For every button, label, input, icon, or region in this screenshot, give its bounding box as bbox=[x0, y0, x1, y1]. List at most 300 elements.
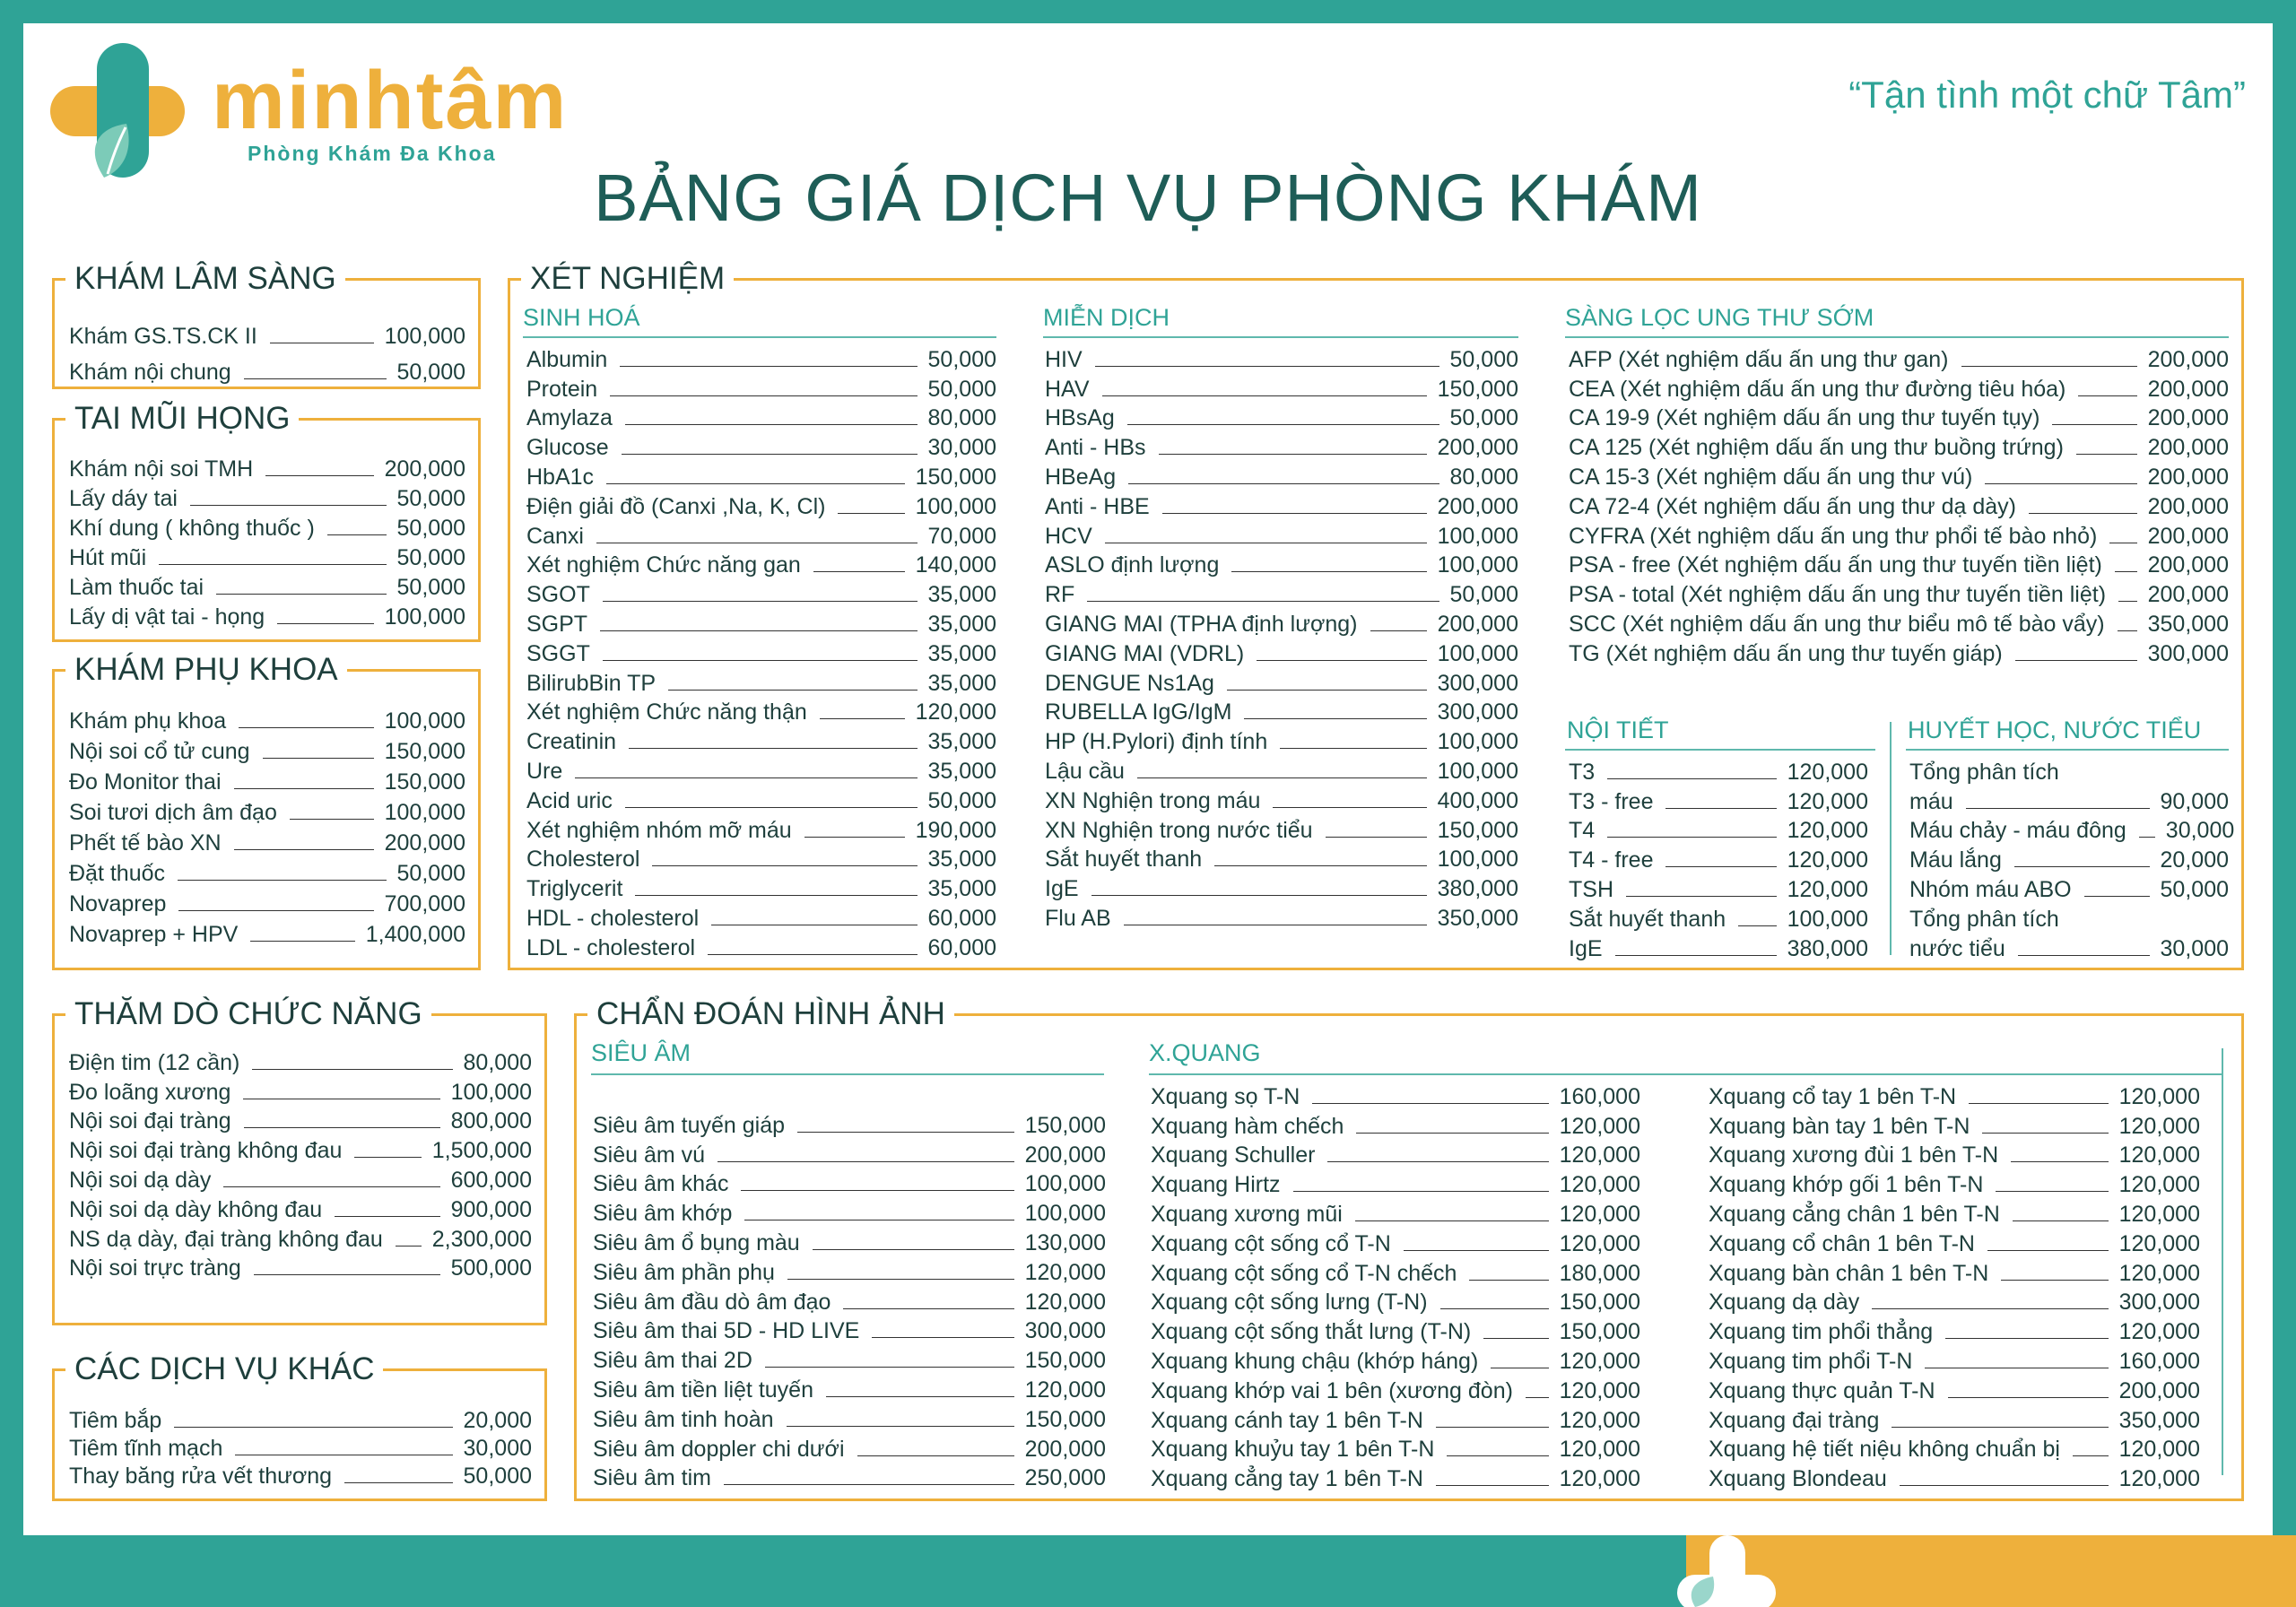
service-price: 120,000 bbox=[2118, 1437, 2200, 1463]
price-row bbox=[1045, 580, 1518, 610]
leader-line bbox=[1326, 837, 1427, 838]
service-name: SGPT bbox=[526, 612, 588, 638]
service-price: 200,000 bbox=[2147, 552, 2229, 578]
leader-line bbox=[668, 690, 917, 691]
leader-line bbox=[1945, 1338, 2108, 1339]
section-title: THĂM DÒ CHỨC NĂNG bbox=[65, 993, 431, 1036]
service-price: 140,000 bbox=[915, 552, 996, 578]
leader-line bbox=[1312, 1103, 1548, 1104]
service-price: 600,000 bbox=[450, 1168, 532, 1194]
leader-line bbox=[1469, 1280, 1548, 1281]
service-price: 1,400,000 bbox=[365, 921, 465, 947]
leader-line bbox=[2084, 896, 2150, 897]
service-price: 35,000 bbox=[927, 670, 996, 696]
price-row bbox=[526, 552, 996, 581]
subsection-title: MIỄN DỊCH bbox=[1043, 304, 1170, 331]
price-row bbox=[526, 492, 996, 522]
service-name: HbA1c bbox=[526, 465, 595, 491]
leader-line bbox=[2115, 571, 2137, 572]
service-name: CA 72-4 (Xét nghiệm dấu ấn ung thư dạ dày) bbox=[1569, 493, 2016, 519]
leader-line bbox=[2078, 395, 2136, 396]
service-price: 35,000 bbox=[927, 729, 996, 755]
price-row bbox=[526, 345, 996, 375]
service-name: Phết tế bào XN bbox=[69, 830, 222, 856]
leader-line bbox=[1447, 1455, 1548, 1456]
service-name: Tiêm tĩnh mạch bbox=[69, 1436, 223, 1461]
service-name: Xquang tim phổi thẳng bbox=[1709, 1319, 1934, 1345]
service-name: Điện tim (12 cần) bbox=[69, 1049, 240, 1075]
service-price: 120,000 bbox=[1559, 1172, 1640, 1198]
price-row bbox=[1045, 492, 1518, 522]
service-name: BilirubBin TP bbox=[526, 670, 657, 696]
leader-line bbox=[765, 1367, 1014, 1368]
price-row bbox=[1569, 375, 2229, 404]
leader-line bbox=[1273, 807, 1426, 808]
price-row bbox=[1569, 580, 2229, 610]
leader-line bbox=[1091, 895, 1427, 896]
service-price: 2,300,000 bbox=[431, 1226, 532, 1252]
leader-line bbox=[1969, 1103, 2109, 1104]
brand-subtitle: Phòng Khám Đa Khoa bbox=[248, 142, 497, 165]
price-row bbox=[69, 543, 465, 573]
price-row bbox=[593, 1258, 1106, 1288]
price-row bbox=[593, 1376, 1106, 1405]
price-row bbox=[69, 1225, 532, 1255]
price-row bbox=[526, 610, 996, 639]
leader-line bbox=[813, 571, 905, 572]
service-name: Nội soi dạ dày không đau bbox=[69, 1196, 323, 1222]
service-price: 30,000 bbox=[2160, 935, 2229, 961]
price-row bbox=[69, 1195, 532, 1225]
leader-line bbox=[223, 1186, 439, 1187]
leader-line bbox=[2118, 630, 2137, 631]
price-row bbox=[1151, 1200, 1640, 1229]
leader-line bbox=[1892, 1427, 2108, 1428]
leader-line bbox=[708, 954, 917, 955]
service-price: 120,000 bbox=[1559, 1142, 1640, 1168]
price-list bbox=[593, 1111, 1106, 1493]
leader-line bbox=[1987, 1250, 2109, 1251]
price-row bbox=[69, 1078, 532, 1108]
service-price: 50,000 bbox=[463, 1464, 532, 1489]
service-price: 160,000 bbox=[2118, 1349, 2200, 1375]
service-price: 70,000 bbox=[927, 523, 996, 549]
leader-line bbox=[2014, 866, 2150, 867]
service-name: Xquang khớp vai 1 bên (xương đòn) bbox=[1151, 1377, 1513, 1403]
price-row bbox=[1909, 846, 2229, 875]
service-price: 500,000 bbox=[450, 1255, 532, 1281]
price-row bbox=[69, 1166, 532, 1195]
leader-line bbox=[787, 1426, 1014, 1427]
price-row bbox=[69, 1108, 532, 1137]
section-xet-nghiem bbox=[508, 261, 2244, 970]
service-name: Nội soi đại tràng không đau bbox=[69, 1138, 343, 1164]
service-price: 190,000 bbox=[915, 817, 996, 843]
service-name: Xét nghiệm Chức năng thận bbox=[526, 699, 807, 725]
service-name: HDL - cholesterol bbox=[526, 906, 700, 932]
price-row bbox=[1151, 1317, 1640, 1347]
price-row bbox=[1045, 757, 1518, 786]
footer-teal-band bbox=[0, 1535, 1686, 1607]
service-name: Khí dung ( không thuốc ) bbox=[69, 516, 315, 541]
service-name: Xquang Hirtz bbox=[1151, 1172, 1281, 1198]
price-row bbox=[593, 1405, 1106, 1435]
service-price: 120,000 bbox=[1024, 1289, 1106, 1315]
service-name: IgE bbox=[1045, 876, 1079, 902]
service-name: Xquang cột sống cổ T-N chếch bbox=[1151, 1260, 1457, 1286]
service-price: 120,000 bbox=[1787, 847, 1868, 873]
service-price: 380,000 bbox=[1787, 935, 1868, 961]
leader-line bbox=[1102, 395, 1427, 396]
service-name: Đo Monitor thai bbox=[69, 769, 222, 795]
service-price: 120,000 bbox=[2118, 1466, 2200, 1492]
service-price: 350,000 bbox=[2118, 1407, 2200, 1433]
service-price: 130,000 bbox=[1024, 1230, 1106, 1256]
service-name: HP (H.Pylori) định tính bbox=[1045, 729, 1268, 755]
divider bbox=[1906, 749, 2229, 751]
service-name: XN Nghiện trong máu bbox=[1045, 787, 1261, 813]
price-row bbox=[1045, 786, 1518, 816]
leader-line bbox=[344, 1482, 452, 1483]
leader-line bbox=[1128, 483, 1439, 484]
service-price: 120,000 bbox=[1787, 877, 1868, 903]
service-name: Xquang cánh tay 1 bên T-N bbox=[1151, 1407, 1423, 1433]
leader-line bbox=[1436, 1485, 1549, 1486]
service-name: DENGUE Ns1Ag bbox=[1045, 670, 1214, 696]
leader-line bbox=[234, 788, 374, 789]
service-price: 350,000 bbox=[2147, 612, 2229, 638]
service-price: 120,000 bbox=[1559, 1377, 1640, 1403]
leader-line bbox=[396, 1246, 422, 1247]
service-name: Amylaza bbox=[526, 405, 613, 431]
service-price: 30,000 bbox=[2165, 818, 2235, 844]
price-row bbox=[1045, 552, 1518, 581]
service-price: 50,000 bbox=[396, 516, 465, 541]
leader-line bbox=[2011, 1161, 2108, 1162]
service-price: 100,000 bbox=[384, 708, 465, 734]
service-name: GIANG MAI (VDRL) bbox=[1045, 640, 1245, 666]
price-row bbox=[69, 736, 465, 767]
price-row bbox=[69, 455, 465, 484]
service-price: 700,000 bbox=[384, 890, 465, 916]
leader-line bbox=[1615, 955, 1777, 956]
price-row bbox=[1151, 1436, 1640, 1465]
service-price: 180,000 bbox=[1559, 1260, 1640, 1286]
leader-line bbox=[2029, 513, 2137, 514]
leader-line bbox=[244, 1127, 440, 1128]
leader-line bbox=[265, 475, 373, 476]
service-price: 100,000 bbox=[1437, 640, 1518, 666]
price-row bbox=[69, 706, 465, 736]
leader-line bbox=[1526, 1397, 1549, 1398]
price-row bbox=[593, 1435, 1106, 1464]
price-row bbox=[1709, 1464, 2200, 1494]
service-price: 200,000 bbox=[2147, 493, 2229, 519]
service-price: 90,000 bbox=[2160, 788, 2229, 814]
service-price: 50,000 bbox=[396, 545, 465, 570]
service-name: AFP (Xét nghiệm dấu ấn ung thư gan) bbox=[1569, 346, 1949, 372]
service-name: Anti - HBs bbox=[1045, 435, 1146, 461]
price-row bbox=[1045, 816, 1518, 846]
service-price: 120,000 bbox=[2118, 1230, 2200, 1256]
service-name: Tiêm bắp bbox=[69, 1408, 162, 1433]
service-price: 800,000 bbox=[450, 1108, 532, 1134]
price-row bbox=[526, 904, 996, 934]
service-price: 120,000 bbox=[1559, 1113, 1640, 1139]
leader-line bbox=[826, 1396, 1014, 1397]
leader-line bbox=[252, 1069, 452, 1070]
leader-line bbox=[804, 837, 905, 838]
service-name: Khám GS.TS.CK II bbox=[69, 323, 257, 349]
service-name: Nội soi trực tràng bbox=[69, 1255, 241, 1281]
service-name: Xquang hàm chếch bbox=[1151, 1113, 1344, 1139]
leader-line bbox=[2001, 1280, 2108, 1281]
price-row bbox=[1569, 463, 2229, 492]
leader-line bbox=[2073, 1455, 2109, 1456]
price-row bbox=[526, 463, 996, 492]
price-row bbox=[69, 514, 465, 543]
service-name: Xquang khung chậu (khớp háng) bbox=[1151, 1349, 1479, 1375]
price-row bbox=[1151, 1142, 1640, 1171]
service-name: HAV bbox=[1045, 376, 1090, 402]
subsection-title: SÀNG LỌC UNG THƯ SỚM bbox=[1565, 304, 1874, 331]
price-row bbox=[593, 1111, 1106, 1141]
service-name: Ure bbox=[526, 759, 563, 785]
leader-line bbox=[1214, 865, 1426, 866]
service-name: Albumin bbox=[526, 346, 608, 372]
price-row bbox=[69, 318, 465, 354]
leader-line bbox=[1966, 808, 2150, 809]
price-row bbox=[1909, 758, 2229, 787]
price-row bbox=[1909, 934, 2229, 964]
service-price: 60,000 bbox=[927, 906, 996, 932]
service-price: 35,000 bbox=[927, 612, 996, 638]
leader-line bbox=[2076, 454, 2137, 455]
price-row bbox=[69, 603, 465, 632]
service-price: 200,000 bbox=[2147, 376, 2229, 402]
price-row bbox=[69, 354, 465, 390]
service-price: 50,000 bbox=[2160, 877, 2229, 903]
top-border bbox=[0, 0, 2296, 23]
price-list bbox=[69, 1407, 532, 1490]
price-list bbox=[69, 1048, 532, 1283]
price-row bbox=[1045, 610, 1518, 639]
service-name: Nội soi đại tràng bbox=[69, 1108, 231, 1134]
price-row bbox=[69, 1048, 532, 1078]
service-price: 35,000 bbox=[927, 582, 996, 608]
leader-line bbox=[1665, 808, 1776, 809]
service-name: CA 15-3 (Xét nghiệm dấu ấn ung thư vú) bbox=[1569, 465, 1973, 491]
service-price: 100,000 bbox=[1437, 759, 1518, 785]
service-name: Siêu âm tinh hoàn bbox=[593, 1406, 774, 1432]
price-row bbox=[1045, 522, 1518, 552]
service-price: 100,000 bbox=[384, 323, 465, 349]
slogan: “Tận tình một chữ Tâm” bbox=[1848, 74, 2246, 116]
service-price: 50,000 bbox=[396, 860, 465, 886]
service-name: Xquang dạ dày bbox=[1709, 1290, 1860, 1316]
service-name: Xquang tim phổi T-N bbox=[1709, 1349, 1913, 1375]
leader-line bbox=[1626, 896, 1777, 897]
price-row bbox=[69, 828, 465, 858]
leader-line bbox=[857, 1455, 1014, 1456]
service-name: CEA (Xét nghiệm dấu ấn ung thư đường tiêu hóa) bbox=[1569, 376, 2066, 402]
section-title: KHÁM LÂM SÀNG bbox=[65, 257, 345, 300]
price-row bbox=[1151, 1170, 1640, 1200]
price-row bbox=[1709, 1377, 2200, 1406]
leader-line bbox=[1257, 660, 1426, 661]
service-price: 50,000 bbox=[927, 376, 996, 402]
leader-line bbox=[1159, 454, 1427, 455]
service-price: 200,000 bbox=[2147, 405, 2229, 431]
leader-line bbox=[843, 1308, 1013, 1309]
leader-line bbox=[1872, 1308, 2108, 1309]
price-row bbox=[526, 874, 996, 904]
service-name: NS dạ dày, đại tràng không đau bbox=[69, 1226, 383, 1252]
service-name: Novaprep + HPV bbox=[69, 921, 239, 947]
price-row bbox=[1569, 639, 2229, 669]
service-name: Cholesterol bbox=[526, 847, 640, 873]
price-row bbox=[1569, 433, 2229, 463]
service-name: PSA - free (Xét nghiệm dấu ấn ung thư tuyến tiền liệt) bbox=[1569, 552, 2102, 578]
service-price: 160,000 bbox=[1559, 1083, 1640, 1109]
leader-line bbox=[1436, 1427, 1549, 1428]
service-price: 350,000 bbox=[1437, 906, 1518, 932]
leader-line bbox=[159, 564, 386, 565]
price-row bbox=[1569, 905, 1868, 934]
footer-band bbox=[0, 1535, 2296, 1607]
service-price: 100,000 bbox=[450, 1079, 532, 1105]
price-row bbox=[1569, 758, 1868, 787]
leader-line bbox=[724, 1484, 1014, 1485]
service-price: 900,000 bbox=[450, 1196, 532, 1222]
service-name: Protein bbox=[526, 376, 598, 402]
leader-line bbox=[1370, 630, 1427, 631]
service-price: 200,000 bbox=[384, 830, 465, 856]
service-name: Triglycerit bbox=[526, 876, 623, 902]
service-name: XN Nghiện trong nước tiểu bbox=[1045, 817, 1313, 843]
service-name: Siêu âm tim bbox=[593, 1465, 711, 1491]
service-name: Khám nội chung bbox=[69, 359, 231, 385]
service-name: LDL - cholesterol bbox=[526, 934, 696, 960]
service-price: 100,000 bbox=[1024, 1201, 1106, 1227]
price-row bbox=[1569, 846, 1868, 875]
service-price: 50,000 bbox=[927, 787, 996, 813]
leader-line bbox=[1948, 1397, 2109, 1398]
leader-line bbox=[2052, 424, 2136, 425]
section-dich-vu-khac bbox=[52, 1351, 547, 1501]
price-row bbox=[526, 522, 996, 552]
service-name: Đặt thuốc bbox=[69, 860, 166, 886]
section-title: CÁC DỊCH VỤ KHÁC bbox=[65, 1348, 383, 1391]
leader-line bbox=[1227, 690, 1427, 691]
price-list bbox=[1909, 758, 2235, 964]
price-row bbox=[1045, 699, 1518, 728]
price-row bbox=[593, 1141, 1106, 1170]
leader-line bbox=[2013, 1220, 2109, 1221]
service-price: 120,000 bbox=[2118, 1083, 2200, 1109]
service-price: 120,000 bbox=[2118, 1260, 2200, 1286]
price-row bbox=[1909, 905, 2229, 934]
service-price: 120,000 bbox=[1559, 1202, 1640, 1228]
service-name: Xquang Blondeau bbox=[1709, 1466, 1887, 1492]
service-name: Nội soi dạ dày bbox=[69, 1168, 212, 1194]
price-row bbox=[1045, 874, 1518, 904]
service-price: 1,500,000 bbox=[431, 1138, 532, 1164]
leader-line bbox=[1665, 866, 1776, 867]
price-list bbox=[1709, 1082, 2200, 1494]
price-row bbox=[593, 1317, 1106, 1347]
service-price: 300,000 bbox=[1024, 1318, 1106, 1344]
service-price: 250,000 bbox=[1024, 1465, 1106, 1491]
price-row bbox=[526, 699, 996, 728]
service-price: 200,000 bbox=[2118, 1377, 2200, 1403]
leader-line bbox=[327, 534, 387, 535]
price-row bbox=[69, 797, 465, 828]
leader-line bbox=[1738, 925, 1776, 926]
price-row bbox=[69, 767, 465, 797]
leader-line bbox=[1404, 1250, 1549, 1251]
price-list bbox=[1151, 1082, 1640, 1494]
service-price: 200,000 bbox=[1437, 612, 1518, 638]
service-name: CYFRA (Xét nghiệm dấu ấn ung thư phổi tế bào nhỏ) bbox=[1569, 523, 2098, 549]
leader-line bbox=[872, 1337, 1013, 1338]
service-price: 60,000 bbox=[927, 934, 996, 960]
price-list bbox=[1569, 758, 1868, 964]
service-name: T4 bbox=[1569, 818, 1596, 844]
service-name: nước tiểu bbox=[1909, 935, 2005, 961]
service-price: 50,000 bbox=[396, 359, 465, 385]
section-chan-doan-hinh-anh bbox=[574, 996, 2244, 1501]
leader-line bbox=[1985, 483, 2136, 484]
price-row bbox=[1569, 492, 2229, 522]
service-price: 120,000 bbox=[2118, 1142, 2200, 1168]
divider bbox=[523, 336, 996, 338]
leader-line bbox=[575, 777, 917, 778]
leader-line bbox=[239, 727, 374, 728]
service-price: 120,000 bbox=[2118, 1172, 2200, 1198]
service-price: 120,000 bbox=[915, 699, 996, 725]
leader-line bbox=[813, 1249, 1014, 1250]
service-name: Creatinin bbox=[526, 729, 617, 755]
price-row bbox=[526, 816, 996, 846]
price-list bbox=[69, 455, 465, 632]
service-name: IgE bbox=[1569, 935, 1603, 961]
price-row bbox=[1151, 1289, 1640, 1318]
service-name: Siêu âm tiền liệt tuyến bbox=[593, 1377, 813, 1403]
section-tham-do-chuc-nang bbox=[52, 996, 547, 1325]
service-name: Khám nội soi TMH bbox=[69, 456, 254, 482]
service-price: 120,000 bbox=[1559, 1230, 1640, 1256]
service-name: GIANG MAI (TPHA định lượng) bbox=[1045, 612, 1358, 638]
price-row bbox=[1045, 639, 1518, 669]
service-name: Máu lắng bbox=[1909, 847, 2002, 873]
divider bbox=[1043, 336, 1518, 338]
leader-line bbox=[622, 454, 918, 455]
service-price: 200,000 bbox=[1024, 1436, 1106, 1462]
service-price: 300,000 bbox=[2147, 640, 2229, 666]
service-name: SCC (Xét nghiệm dấu ấn ung thư biểu mô tế bào vẩy) bbox=[1569, 612, 2105, 638]
price-row bbox=[1709, 1200, 2200, 1229]
service-name: Siêu âm thai 2D bbox=[593, 1348, 752, 1374]
leader-line bbox=[216, 594, 386, 595]
service-name: Lấy dị vật tai - họng bbox=[69, 604, 265, 630]
price-list bbox=[69, 706, 465, 950]
leader-line bbox=[1293, 1191, 1549, 1192]
service-name: Xquang cẳng tay 1 bên T-N bbox=[1151, 1466, 1423, 1492]
price-list bbox=[1569, 345, 2229, 669]
price-row bbox=[526, 433, 996, 463]
leader-line bbox=[234, 849, 374, 850]
